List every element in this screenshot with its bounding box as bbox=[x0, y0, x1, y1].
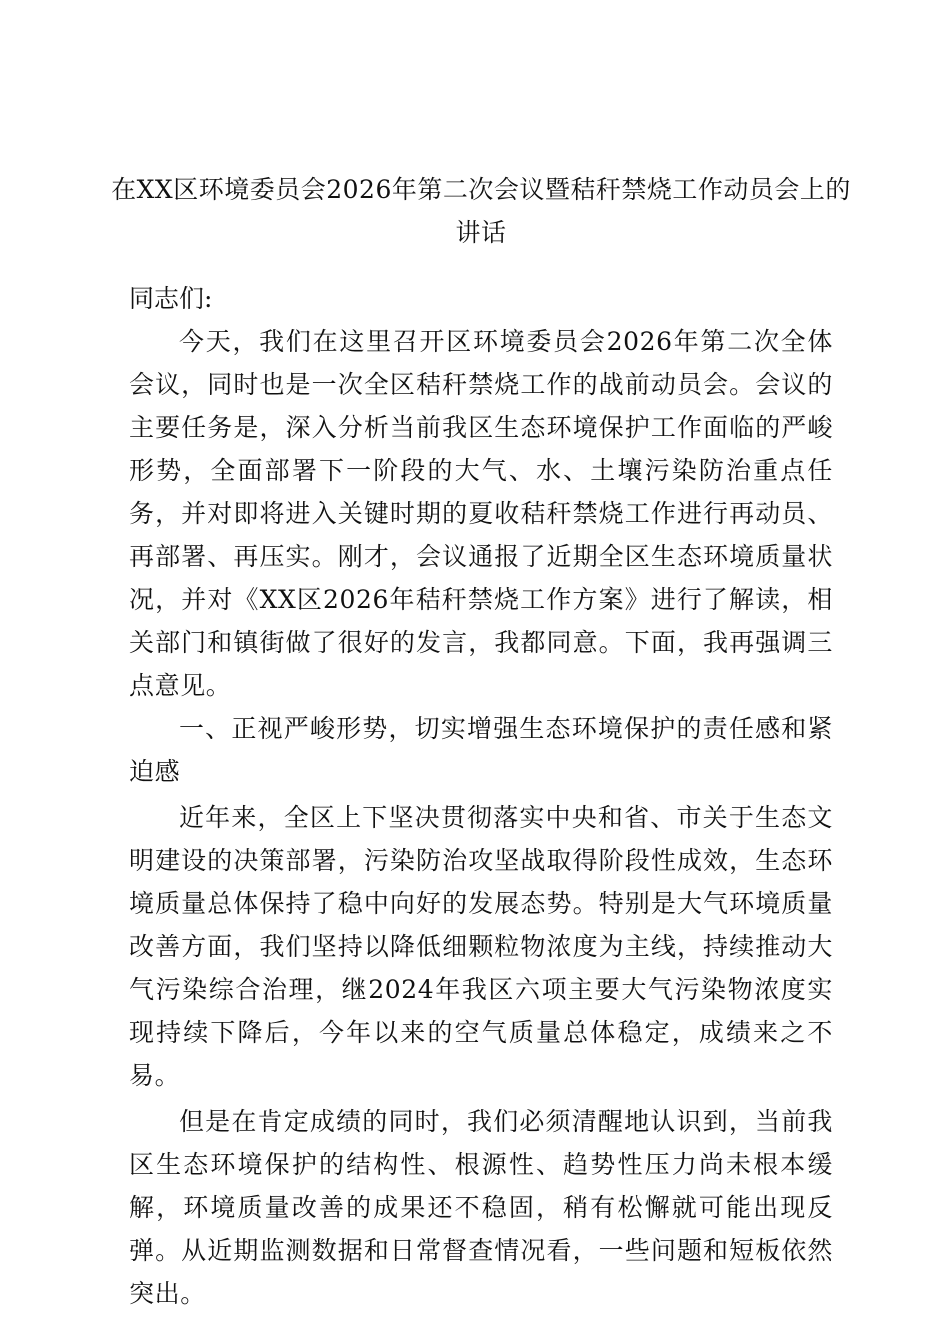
document-page bbox=[111, 168, 851, 1315]
section-heading-1: 一、正视严峻形势，切实增强生态环境保护的责任感和紧迫感 bbox=[129, 714, 833, 786]
salutation: 同志们: bbox=[129, 284, 213, 313]
paragraph-achievements: 近年来，全区上下坚决贯彻落实中央和省、市关于生态文明建设的决策部署，污染防治攻坚战取得阶段性成效，生态环境质量总体保持了稳中向好的发展态势。特别是大气环境质量改善方面，我们坚持以降低细颗粒物浓度为主线，持续推动大气污染综合治理，继2024年我区六项主要大气污染物浓度实现持续下降后，今年以来的空气质量总体稳定，成绩来之不易。 bbox=[129, 803, 833, 1090]
paragraph-problems: 但是在肯定成绩的同时，我们必须清醒地认识到，当前我区生态环境保护的结构性、根源性、趋势性压力尚未根本缓解，环境质量改善的成果还不稳固，稍有松懈就可能出现反弹。从近期监测数据和日常督查情况看，一些问题和短板依然突出。 bbox=[129, 1107, 833, 1308]
paragraph-intro: 今天，我们在这里召开区环境委员会2026年第二次全体会议，同时也是一次全区秸秆禁烧工作的战前动员会。会议的主要任务是，深入分析当前我区生态环境保护工作面临的严峻形势，全面部署下一阶段的大气、水、土壤污染防治重点任务，并对即将进入关键时期的夏收秸秆禁烧工作进行再动员、再部署、再压实。刚才，会议通报了近期全区生态环境质量状况，并对《XX区2026年秸秆禁烧工作方案》进行了解读，相关部门和镇街做了很好的发言，我都同意。下面，我再强调三点意见。 bbox=[129, 327, 833, 700]
document-title: 在XX区环境委员会2026年第二次会议暨秸秆禁烧工作动员会上的讲话 bbox=[111, 175, 851, 247]
